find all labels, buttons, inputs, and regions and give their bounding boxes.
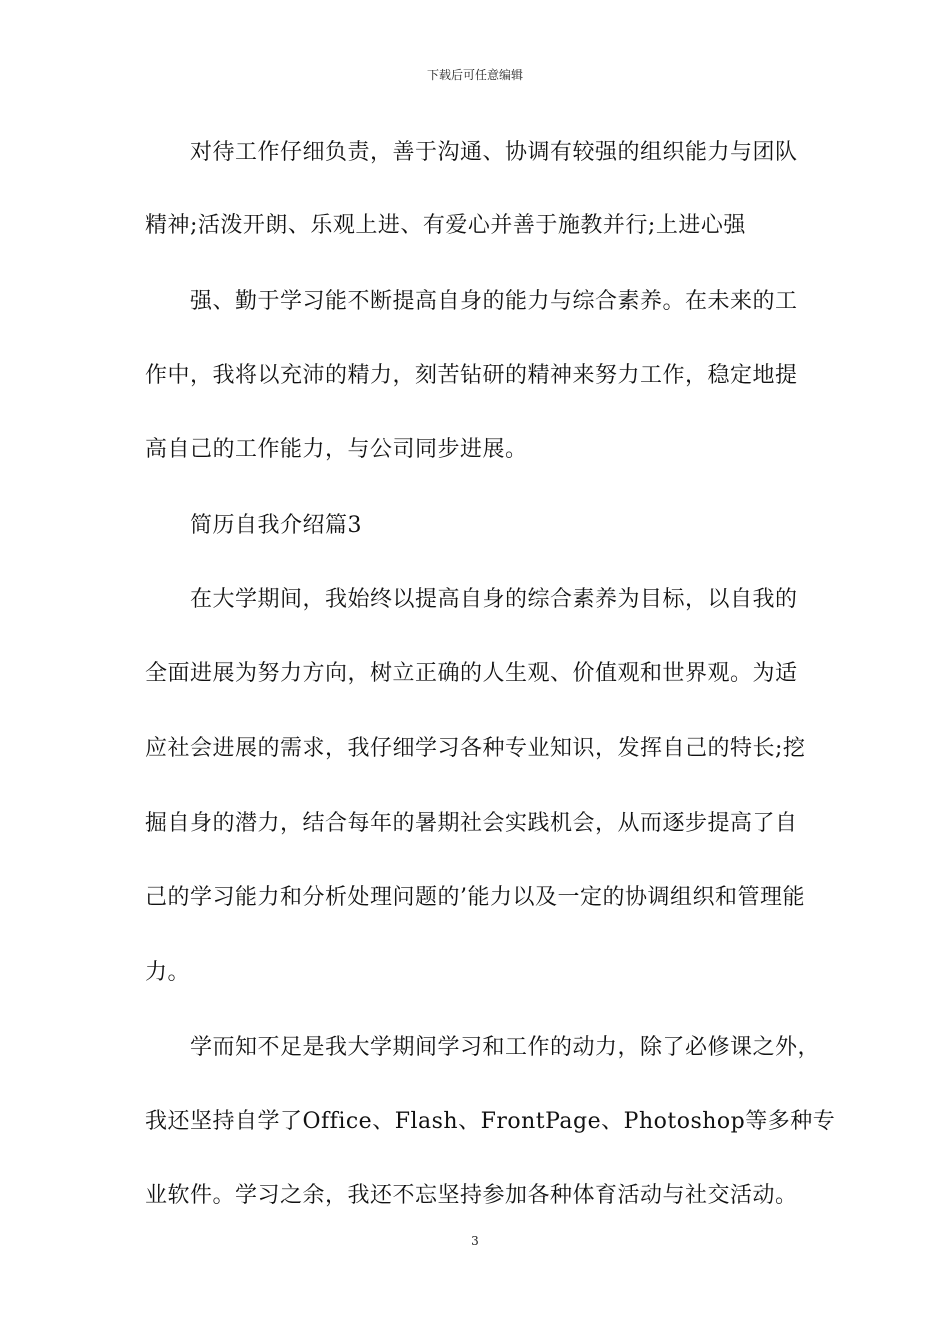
paragraph-line: 己的学习能力和分析处理问题的’能力以及一定的协调组织和管理能 xyxy=(145,885,805,910)
paragraph-line: 掘自身的潜力，结合每年的暑期社会实践机会，从而逐步提高了自 xyxy=(145,811,798,836)
paragraph-line: 业软件。学习之余，我还不忘坚持参加各种体育活动与社交活动。 xyxy=(145,1183,798,1208)
paragraph-line: 精神;活泼开朗、乐观上进、有爱心并善于施教并行;上进心强 xyxy=(145,213,746,238)
page-number: 3 xyxy=(471,1234,479,1248)
paragraph-line: 对待工作仔细负责，善于沟通、协调有较强的组织能力与团队 xyxy=(190,140,798,165)
header-note: 下载后可任意编辑 xyxy=(426,68,523,82)
paragraph-line: 强、勤于学习能不断提高自身的能力与综合素养。在未来的工 xyxy=(190,289,798,314)
paragraph-line: 学而知不足是我大学期间学习和工作的动力，除了必修课之外， xyxy=(190,1035,821,1060)
paragraph-line: 在大学期间，我始终以提高自身的综合素养为目标，以自我的 xyxy=(190,587,798,612)
section-heading: 简历自我介绍篇3 xyxy=(190,513,362,538)
paragraph-line: 作中，我将以充沛的精力，刻苦钻研的精神来努力工作，稳定地提 xyxy=(145,363,798,388)
paragraph-line: 力。 xyxy=(145,960,191,985)
paragraph-line: 高自己的工作能力，与公司同步进展。 xyxy=(145,437,528,462)
paragraph-line: 全面进展为努力方向，树立正确的人生观、价值观和世界观。为适 xyxy=(145,661,798,686)
paragraph-line: 我还坚持自学了Office、Flash、FrontPage、Photoshop等多种专 xyxy=(145,1109,836,1134)
paragraph-line: 应社会进展的需求，我仔细学习各种专业知识，发挥自己的特长;挖 xyxy=(145,736,806,761)
